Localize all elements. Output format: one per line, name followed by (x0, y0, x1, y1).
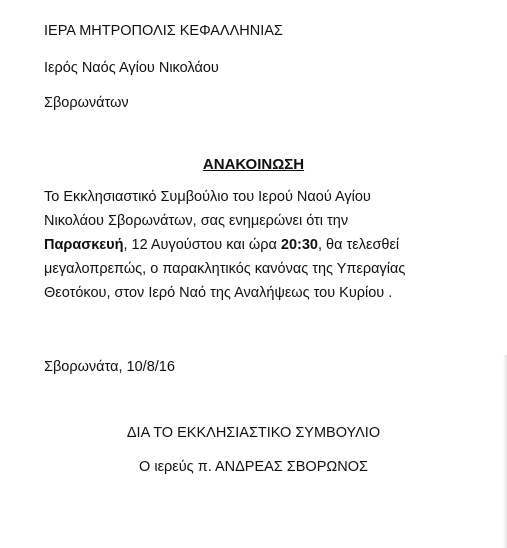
body-line-3 (44, 233, 474, 257)
announcement-title: ΑΝΑΚΟΙΝΩΣΗ (202, 156, 305, 173)
event-time: 20:30 (280, 237, 318, 253)
body-line-2: Νικολάου Σβορωνάτων, σας ενημερώνει ότι την (44, 213, 349, 229)
body-line-4: μεγαλοπρεπώς, ο παρακλητικός κανόνας της Υπεραγίας (44, 261, 406, 277)
council-signature: ΔΙΑ ΤΟ ΕΚΚΛΗΣΙΑΣΤΙΚΟ ΣΥΜΒΟΥΛΙΟ (126, 425, 381, 441)
village-name: Σβορωνάτων (44, 95, 129, 111)
event-date-text: , 12 Αυγούστου και ώρα (123, 237, 281, 253)
scan-edge-shadow (503, 355, 507, 548)
priest-signature: Ο ιερεύς π. ΑΝΔΡΕΑΣ ΣΒΟΡΩΝΟΣ (139, 459, 368, 475)
event-line-end: , θα τελεσθεί (318, 237, 400, 253)
body-line-5: Θεοτόκου, στον Ιερό Ναό της Αναλήψεως του Κυρίου . (44, 285, 393, 301)
body-line-1: Το Εκκλησιαστικό Συμβούλιο του Ιερού Ναού Αγίου (44, 189, 371, 205)
place-date: Σβορωνάτα, 10/8/16 (44, 359, 175, 375)
event-day: Παρασκευή (44, 237, 124, 253)
metropolis-heading: ΙΕΡΑ ΜΗΤΡΟΠΟΛΙΣ ΚΕΦΑΛΛΗΝΙΑΣ (44, 23, 283, 39)
church-name: Ιερός Ναός Αγίου Νικολάου (44, 60, 219, 76)
announcement-body (44, 185, 474, 305)
